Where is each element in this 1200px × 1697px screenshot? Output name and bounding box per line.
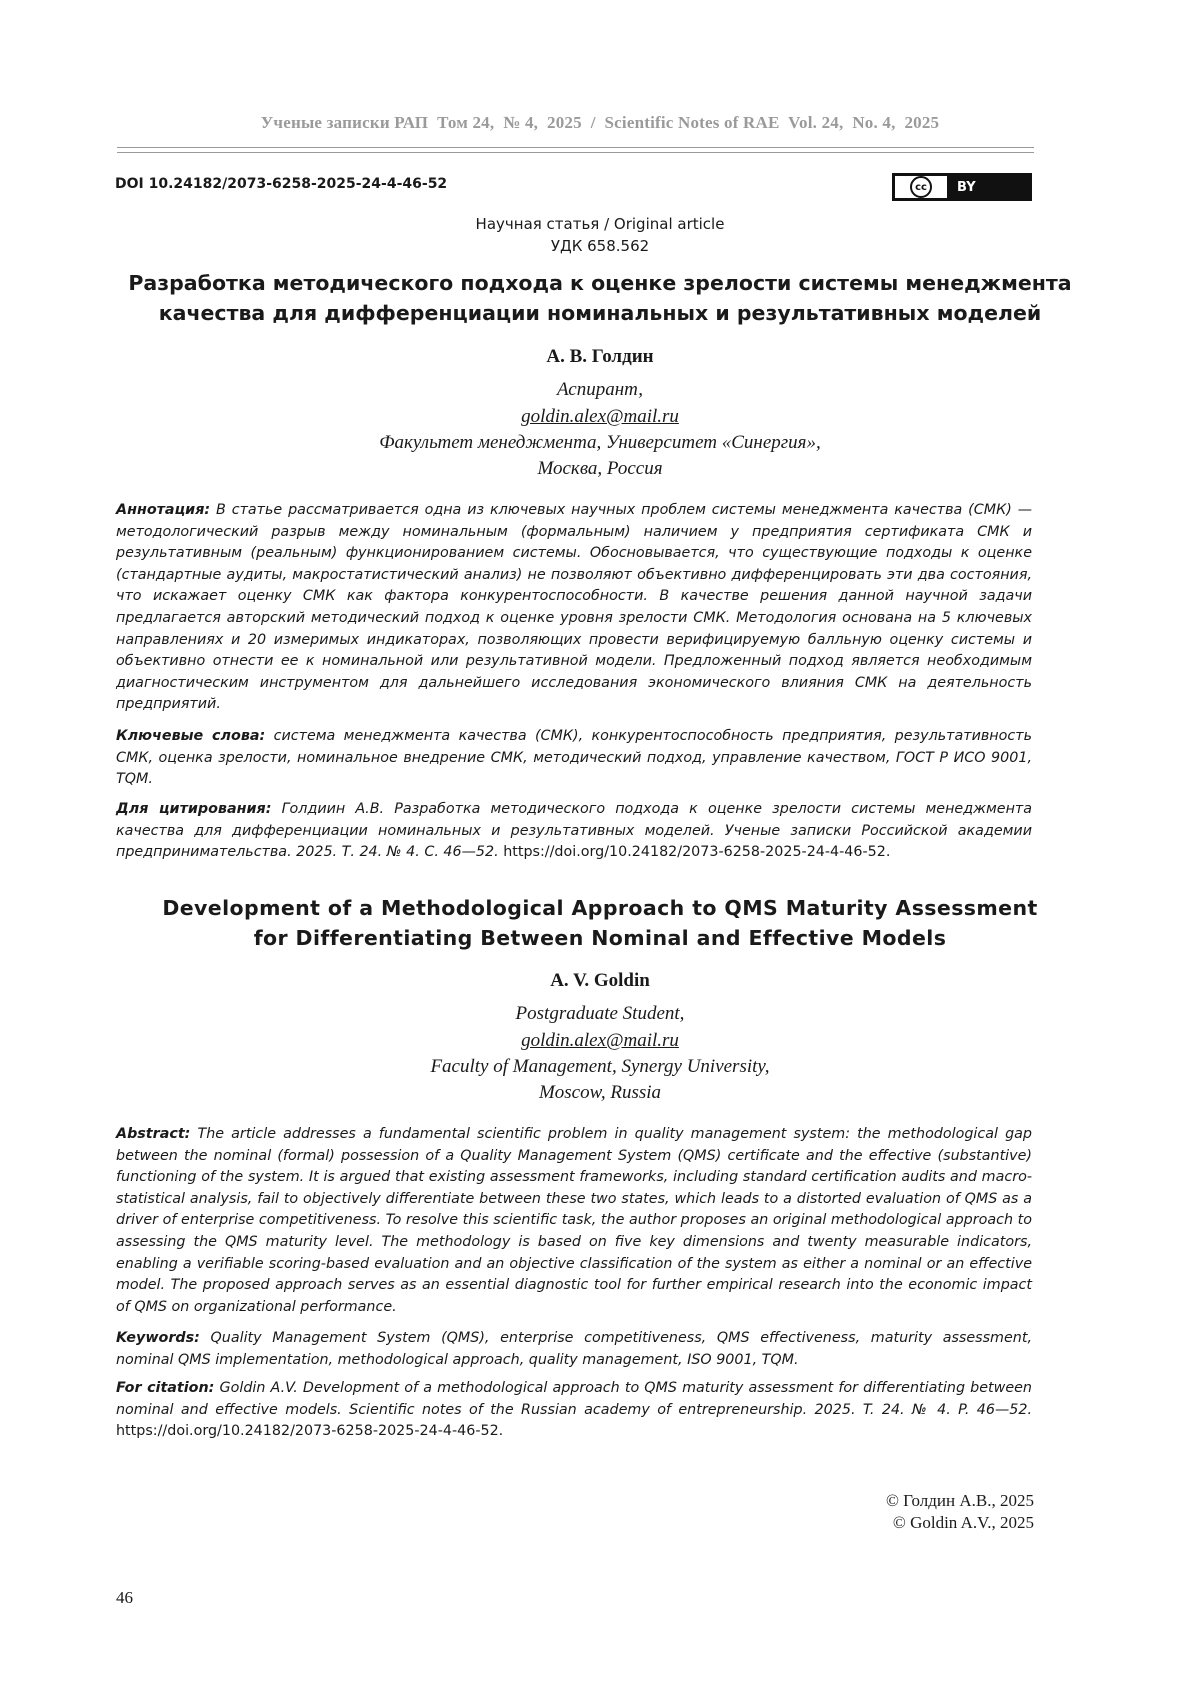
abstract-en-label: Abstract: <box>116 1126 191 1142</box>
abstract-en-text: The article addresses a fundamental scientific problem in quality management system: the methodological gap between the nominal (formal) possession of a Quality Management System (QMS) certificate and the effective (substantive) functioning of the system. It is argued that existing assessment frameworks, including standard certification audits and macro-statistical analysis, fail to objectively differentiate between these two states, which leads to a distorted evaluation of QMS as a driver of enterprise competitiveness. To resolve this scientific task, the author proposes an original methodological approach to assessing the QMS maturity level. The methodology is based on five key dimensions and twenty measurable indicators, enabling a verifiable scoring-based evaluation and an objective classification of the system as either a nominal or an effective model. The proposed approach serves as an essential diagnostic tool for further empirical research into the economic impact of QMS on organizational performance. <box>116 1126 1033 1315</box>
citation-ru-label: Для цитирования: <box>116 801 272 817</box>
citation-en-label: For citation: <box>116 1380 215 1396</box>
author-email-ru-wrap <box>0 404 1200 430</box>
author-city-ru: Москва, Россия <box>537 458 663 479</box>
author-position-ru: Аспирант, <box>556 379 644 400</box>
udk-code: УДК 658.562 <box>550 237 650 255</box>
title-en-line-2: for Differentiating Between Nominal and Effective Models <box>253 926 947 950</box>
cc-logo-icon <box>893 174 949 200</box>
author-affiliation-en: Faculty of Management, Synergy University, <box>430 1056 770 1077</box>
running-header: Ученые записки РАП Том 24, № 4, 2025 / Scientific Notes of RAE Vol. 24, No. 4, 2025 <box>260 113 940 132</box>
title-ru <box>100 268 1100 328</box>
author-email-en[interactable]: goldin.alex@mail.ru <box>521 1030 679 1051</box>
copyright-ru: © Голдин А.В., 2025 <box>886 1491 1034 1510</box>
citation-ru-url[interactable]: https://doi.org/10.24182/2073-6258-2025-24-4-46-52. <box>503 844 891 861</box>
page-number: 46 <box>116 1588 133 1607</box>
copyright-en: © Goldin A.V., 2025 <box>892 1513 1034 1532</box>
title-en <box>100 893 1100 953</box>
cc-by-license-badge <box>892 173 1032 201</box>
author-email-ru[interactable]: goldin.alex@mail.ru <box>521 406 679 427</box>
author-affiliation-ru: Факультет менеджмента, Университет «Синергия», <box>379 432 821 453</box>
title-en-line-1: Development of a Methodological Approach to QMS Maturity Assessment <box>162 896 1038 920</box>
citation-en-text: Goldin A.V. Development of a methodological approach to QMS maturity assessment for differentiating between nominal and effective models. Scientific notes of the Russian academy of entrepreneurship. 2025. T. 24. № 4. P. 46—52. <box>116 1380 1032 1418</box>
abstract-en <box>116 1124 1032 1318</box>
citation-ru <box>116 799 1032 864</box>
keywords-en <box>116 1328 1032 1371</box>
license-label: BY <box>957 179 976 195</box>
cc-circle-icon: cc <box>910 176 932 198</box>
article-type: Научная статья / Original article <box>475 215 725 233</box>
author-email-en-wrap <box>0 1028 1200 1054</box>
citation-en-url[interactable]: https://doi.org/10.24182/2073-6258-2025-24-4-46-52. <box>116 1423 504 1440</box>
keywords-ru <box>116 726 1032 791</box>
keywords-ru-label: Ключевые слова: <box>116 728 266 744</box>
doi-label: DOI 10.24182/2073-6258-2025-24-4-46-52 <box>115 176 448 192</box>
keywords-en-label: Keywords: <box>116 1330 200 1346</box>
author-ru: А. В. Голдин <box>546 346 654 367</box>
keywords-en-text: Quality Management System (QMS), enterprise competitiveness, QMS effectiveness, maturity assessment, nominal QMS implementation, methodological approach, quality management, ISO 9001, TQM. <box>116 1330 1032 1368</box>
header-rule-top <box>117 147 1034 148</box>
abstract-ru <box>116 500 1032 716</box>
author-en: A. V. Goldin <box>550 970 650 991</box>
author-city-en: Moscow, Russia <box>538 1082 662 1103</box>
keywords-ru-text: система менеджмента качества (СМК), конкурентоспособность предприятия, результативность СМК, оценка зрелости, номинальное внедрение СМК, методический подход, управление качеством, ГОСТ Р ИСО 9001, TQM. <box>116 728 1033 788</box>
author-position-en: Postgraduate Student, <box>515 1003 685 1024</box>
copyright-block <box>886 1490 1034 1534</box>
title-ru-line-2: качества для дифференциации номинальных и результативных моделей <box>158 301 1042 325</box>
title-ru-line-1: Разработка методического подхода к оценке зрелости системы менеджмента <box>128 271 1072 295</box>
abstract-ru-text: В статье рассматривается одна из ключевых научных проблем системы менеджмента качества (СМК) — методологический разрыв между номинальным (формальным) наличием у предприятия сертификата СМК и результативным (реальным) функционированием системы. Обосновывается, что существующие подходы к оценке (стандартные аудиты, макростатистический анализ) не позволяют объективно дифференцировать эти два состояния, что искажает оценку СМК как фактора конкурентоспособности. В качестве решения данной научной задачи предлагается авторский методический подход к оценке уровня зрелости СМК. Методология основана на 5 ключевых направлениях и 20 измеримых индикаторах, позволяющих провести верифицируемую балльную оценку системы и объективно отнести ее к номинальной или результативной модели. Предложенный подход является необходимым диагностическим инструментом для дальнейшего исследования экономического влияния СМК на деятельность предприятий. <box>116 502 1033 713</box>
citation-en <box>116 1378 1032 1443</box>
abstract-ru-label: Аннотация: <box>116 502 211 518</box>
header-rule-bottom <box>117 152 1034 153</box>
citation-ru-text: Голдиин А.В. Разработка методического подхода к оценке зрелости системы менеджмента качества для дифференциации номинальных и результативных моделей. Ученые записки Российской академии предпринимательства. 2025. Т. 24. № 4. С. 46—52. <box>116 801 1033 861</box>
